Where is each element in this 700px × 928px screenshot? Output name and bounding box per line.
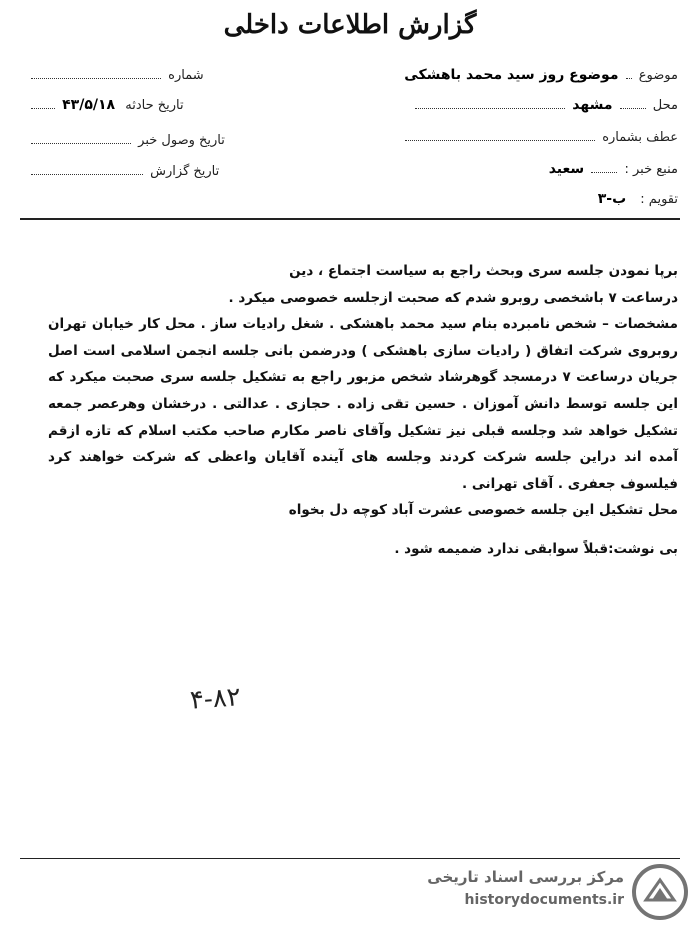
source-dotted-line [591,160,617,173]
archive-url[interactable]: historydocuments.ir [464,892,624,908]
source-field [549,160,678,177]
incident-date-field [28,96,184,113]
location-value: مشهد [572,97,613,113]
footer-divider [20,858,680,859]
report-date-dotted-line [31,162,143,175]
location-label: محل [652,98,678,113]
number-field [28,66,204,83]
number-label: شماره [168,68,204,83]
source-value: سعید [548,161,585,177]
news-receipt-date-label: تاریخ وصول خبر [138,133,225,148]
report-date-field [28,162,219,179]
incident-date-label: تاریخ حادثه [125,98,184,113]
source-label: منبع خبر : [624,162,678,177]
incident-date-value: ۴۳/۵/۱۸ [62,97,116,113]
archive-watermark [418,864,688,920]
body-paragraph: مشخصات – شخص نامبرده بنام سید محمد باهشکی . شغل رادیات ساز . محل کار خیابان تهران روبروی شرکت اتفاق ( رادیات سازی باهشکی ) ودرضمن بانی جلسه انجمن اسلامی است اصل جریان درساعت ۷ درمسجد گوهرشاد شخص مزبور راجع به تشکیل جلسه سری صحبت میکرد که این جلسه توسط دانش آموزان . حسین تقی زاده . حجازی . عدالتی . درخشان وهرعصر جمعه تشکیل خواهد شد وجلسه قبلی نیز تشکیل وآقای ناصر مکارم صاحب مکتب اسلام که تازه ازقم آمده اند دراین جلسه شرکت کردند وجلسه های آینده آقایان واعظی که شرکت خواهند کرد فیلسوف جعفری . آقای تهرانی . [48,316,679,492]
subject-dotted-line [626,66,632,79]
number-dotted-line [31,66,161,79]
reference-label: عطف بشماره [602,130,678,145]
report-date-label: تاریخ گزارش [150,164,220,179]
subject-label: موضوع [638,68,678,83]
location-dotted-line-tail [415,96,565,109]
body-paragraph: برپا نمودن جلسه سری وبحث راجع به سیاست اجتماع ، دین [289,263,678,279]
archive-name: مرکز بررسی اسناد تاریخی [427,868,624,886]
evaluation-value: ب-۳ [597,191,627,207]
handwritten-number: ۴-۸۲ [189,682,242,716]
reference-dotted-line [405,128,595,141]
news-receipt-date-field [28,131,225,148]
evaluation-field [598,191,678,207]
reference-field [402,128,678,145]
document-title: گزارش اطلاعات داخلی [223,10,477,40]
subject-field [404,66,678,83]
evaluation-label: تقویم : [640,192,678,207]
archive-logo-icon [632,864,688,920]
location-dotted-line [620,96,646,109]
body-paragraph: درساعت ۷ باشخصی روبرو شدم که صحبت ازجلسه خصوصی میکرد . [228,289,678,306]
body-paragraph: بی نوشت:قبلاً سوابقی ندارد ضمیمه شود . [394,540,678,557]
header-divider [20,218,680,220]
subject-value: موضوع روز سید محمد باهشکی [404,67,619,83]
incident-date-dotted-line [31,96,55,109]
report-body [48,258,678,563]
body-paragraph: محل تشکیل این جلسه خصوصی عشرت آباد کوچه دل بخواه [288,502,678,519]
news-receipt-date-dotted-line [31,131,131,144]
location-field [412,96,678,113]
